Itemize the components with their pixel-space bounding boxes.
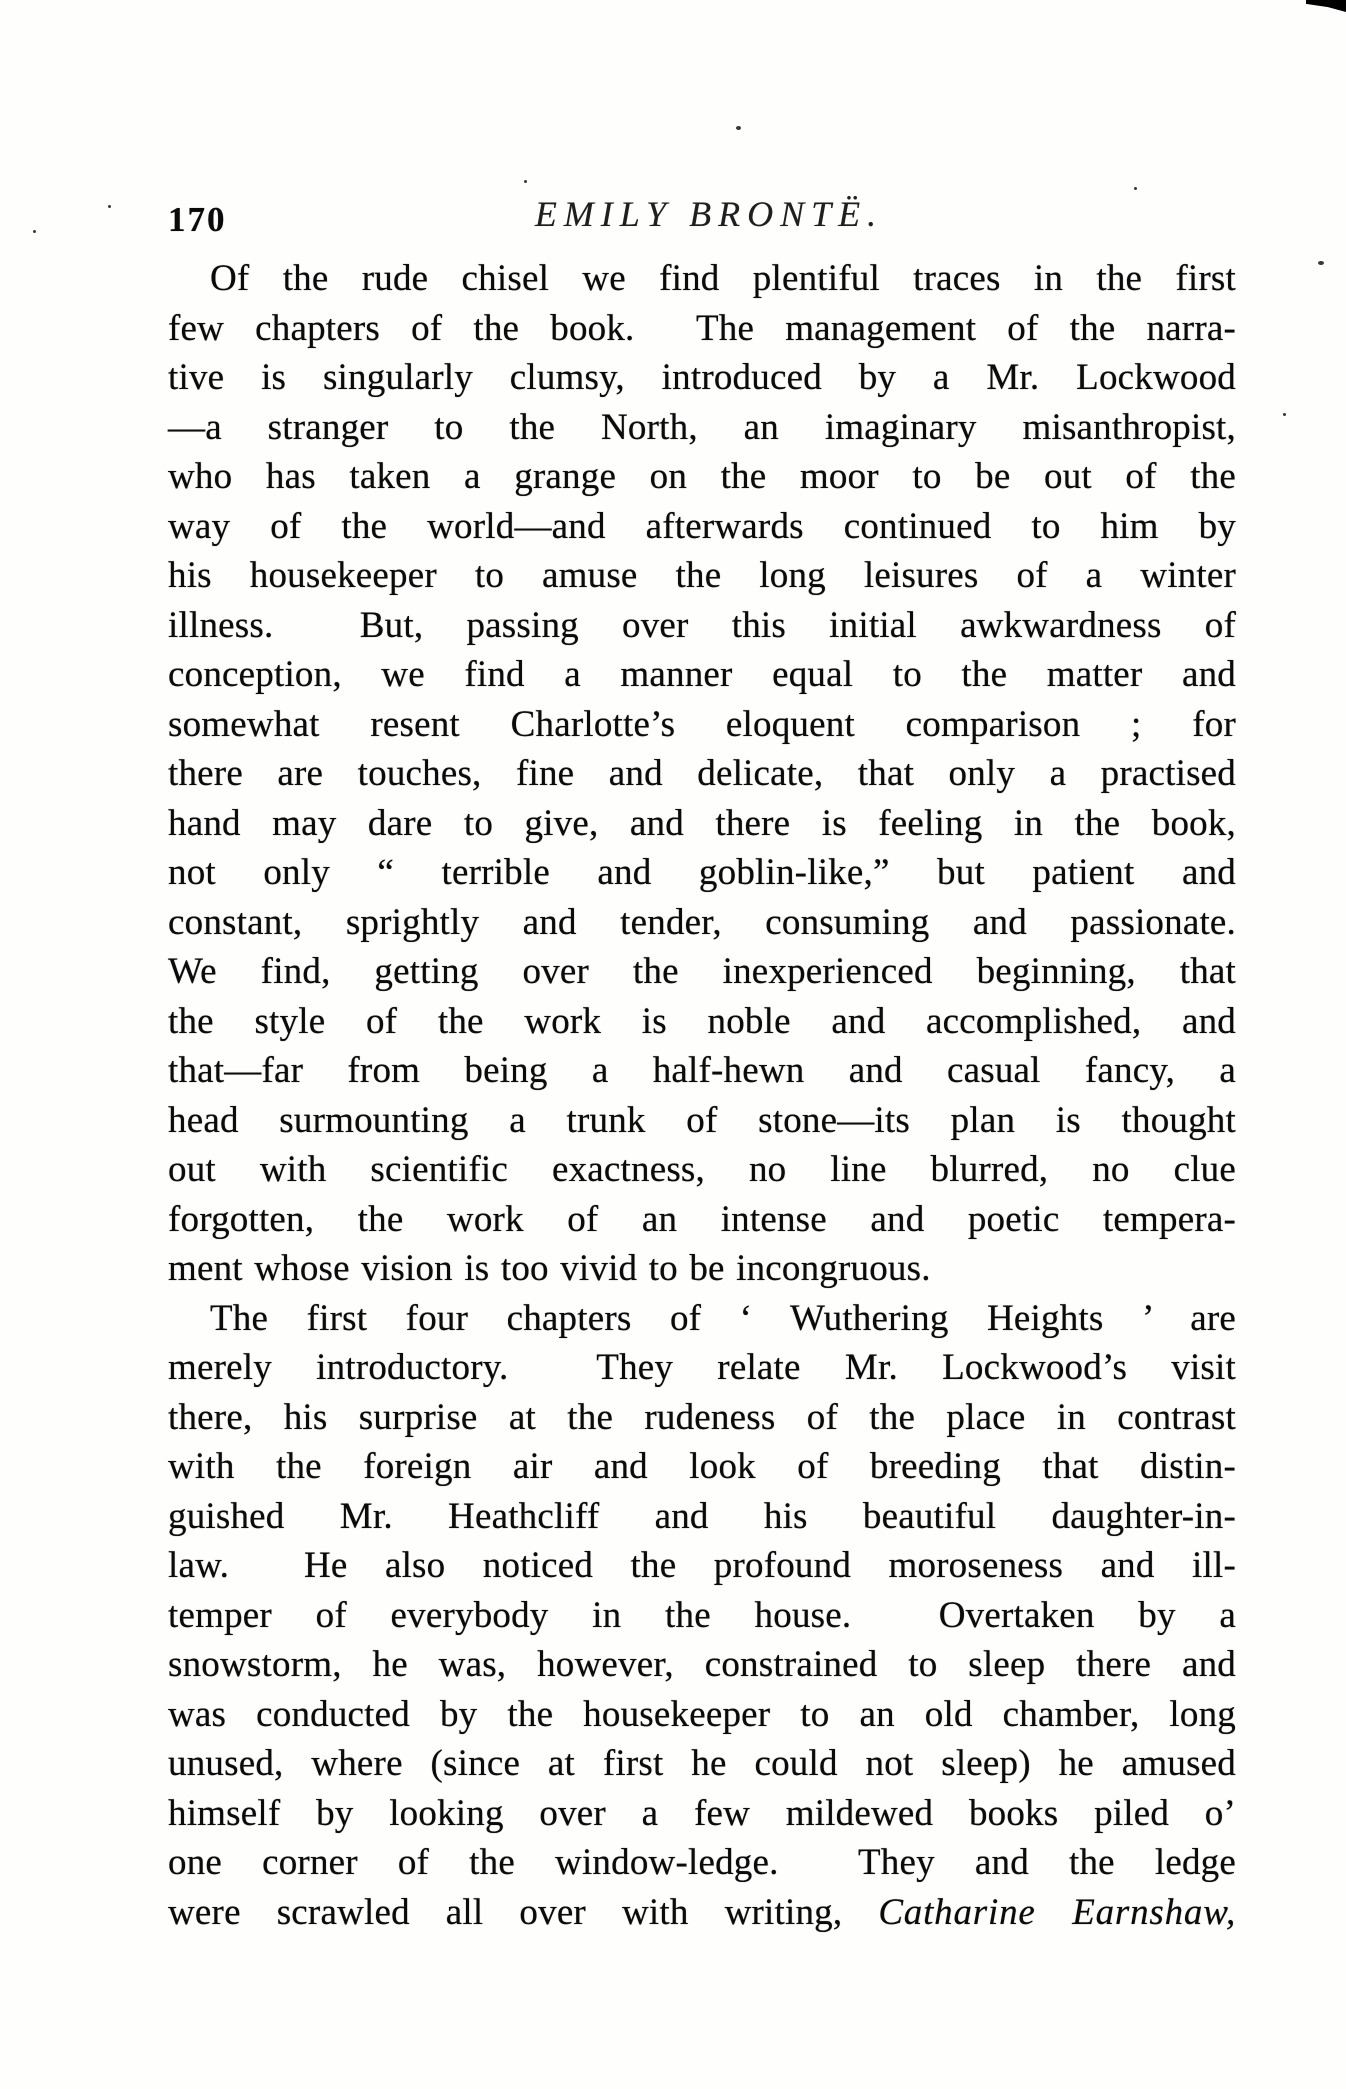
line-text: that—far from being a half-hewn and casual fancy, a <box>168 1050 1236 1091</box>
line-text: there are touches, fine and delicate, that only a practised <box>168 753 1236 794</box>
scan-speck <box>108 205 111 208</box>
scan-speck <box>33 230 36 233</box>
line-text: there, his surprise at the rudeness of the place in contrast <box>168 1396 1236 1438</box>
line-text: forgotten, the work of an intense and poetic tempera- <box>168 1198 1236 1240</box>
line-text: —a stranger to the North, an imaginary misanthropist, <box>168 406 1236 448</box>
text-line <box>168 1640 1236 1690</box>
scan-speck <box>736 126 741 130</box>
text-line <box>168 1393 1236 1443</box>
body-text <box>168 254 1236 1937</box>
line-text: illness. But, passing over this initial awkwardness of <box>168 604 1236 646</box>
text-line <box>168 947 1236 997</box>
text-line <box>168 1789 1236 1839</box>
line-text: one corner of the window-ledge. They and the ledge <box>168 1842 1236 1883</box>
line-text: hand may dare to give, and there is feeling in the book, <box>168 802 1236 844</box>
line-text: were scrawled all over with writing, <box>168 1891 879 1933</box>
line-text: merely introductory. They relate Mr. Lockwood’s visit <box>168 1347 1236 1388</box>
line-text: head surmounting a trunk of stone—its plan is thought <box>168 1099 1236 1141</box>
text-line <box>168 848 1236 898</box>
text-line <box>168 452 1236 502</box>
line-text: somewhat resent Charlotte’s eloquent comparison ; for <box>168 703 1236 745</box>
text-line <box>168 304 1236 354</box>
text-line <box>168 1591 1236 1641</box>
line-text: Of the rude chisel we find plentiful traces in the first <box>210 258 1236 299</box>
scan-corner-artifact <box>1306 0 1346 13</box>
text-line <box>168 1046 1236 1096</box>
line-text: his housekeeper to amuse the long leisures of a winter <box>168 555 1236 596</box>
text-line <box>168 1888 1236 1938</box>
italic-inscription-text: Catharine Earnshaw, <box>878 1891 1236 1933</box>
page-header <box>168 193 1236 247</box>
line-text: The first four chapters of ‘ Wuthering Heights ’ are <box>210 1297 1236 1339</box>
paragraph <box>168 1294 1236 1938</box>
text-line <box>168 1343 1236 1393</box>
text-line <box>168 1541 1236 1591</box>
text-line <box>168 353 1236 403</box>
running-title: EMILY BRONTË. <box>534 194 884 234</box>
text-line <box>168 997 1236 1047</box>
scan-speck <box>524 180 527 183</box>
scan-speck <box>1283 413 1286 416</box>
text-line <box>168 1838 1236 1888</box>
text-line <box>168 403 1236 453</box>
text-line <box>168 601 1236 651</box>
line-text: the style of the work is noble and accomplished, and <box>168 1000 1236 1042</box>
text-line <box>168 898 1236 948</box>
text-line <box>168 502 1236 552</box>
line-text: tive is singularly clumsy, introduced by a Mr. Lockwood <box>168 357 1236 398</box>
line-text: ment whose vision is too vivid to be incongruous. <box>168 1248 931 1289</box>
text-line <box>168 749 1236 799</box>
text-line <box>168 1096 1236 1146</box>
line-text: out with scientific exactness, no line blurred, no clue <box>168 1149 1236 1190</box>
line-text: conception, we find a manner equal to the matter and <box>168 654 1236 695</box>
text-line <box>168 1492 1236 1542</box>
scan-speck <box>1318 261 1324 265</box>
line-text: constant, sprightly and tender, consuming and passionate. <box>168 901 1236 943</box>
page-number: 170 <box>168 200 227 239</box>
text-line <box>168 254 1236 304</box>
line-text: law. He also noticed the profound moroseness and ill- <box>168 1545 1236 1586</box>
line-text: way of the world—and afterwards continued to him by <box>168 505 1236 547</box>
paragraph <box>168 254 1236 1294</box>
text-line <box>168 1739 1236 1789</box>
text-line <box>168 1442 1236 1492</box>
text-line <box>168 1195 1236 1245</box>
line-text: temper of everybody in the house. Overtaken by a <box>168 1594 1236 1636</box>
line-text: unused, where (since at first he could not sleep) he amused <box>168 1743 1236 1784</box>
text-line <box>168 551 1236 601</box>
line-text: guished Mr. Heathcliff and his beautiful daughter-in- <box>168 1495 1236 1537</box>
text-line <box>168 799 1236 849</box>
line-text: with the foreign air and look of breeding that distin- <box>168 1446 1236 1487</box>
text-line <box>168 1690 1236 1740</box>
text-line <box>168 1294 1236 1344</box>
text-line <box>168 700 1236 750</box>
text-line <box>168 1244 1236 1294</box>
line-text: who has taken a grange on the moor to be out of the <box>168 456 1236 497</box>
line-text: snowstorm, he was, however, constrained to sleep there and <box>168 1644 1236 1685</box>
line-text: We find, getting over the inexperienced beginning, that <box>168 951 1236 992</box>
text-line <box>168 650 1236 700</box>
scan-speck <box>1134 187 1137 190</box>
line-text: himself by looking over a few mildewed books piled o’ <box>168 1792 1236 1834</box>
line-text: few chapters of the book. The management of the narra- <box>168 307 1236 349</box>
text-line <box>168 1145 1236 1195</box>
line-text: not only “ terrible and goblin-like,” but patient and <box>168 852 1236 893</box>
line-text: was conducted by the housekeeper to an old chamber, long <box>168 1693 1236 1735</box>
